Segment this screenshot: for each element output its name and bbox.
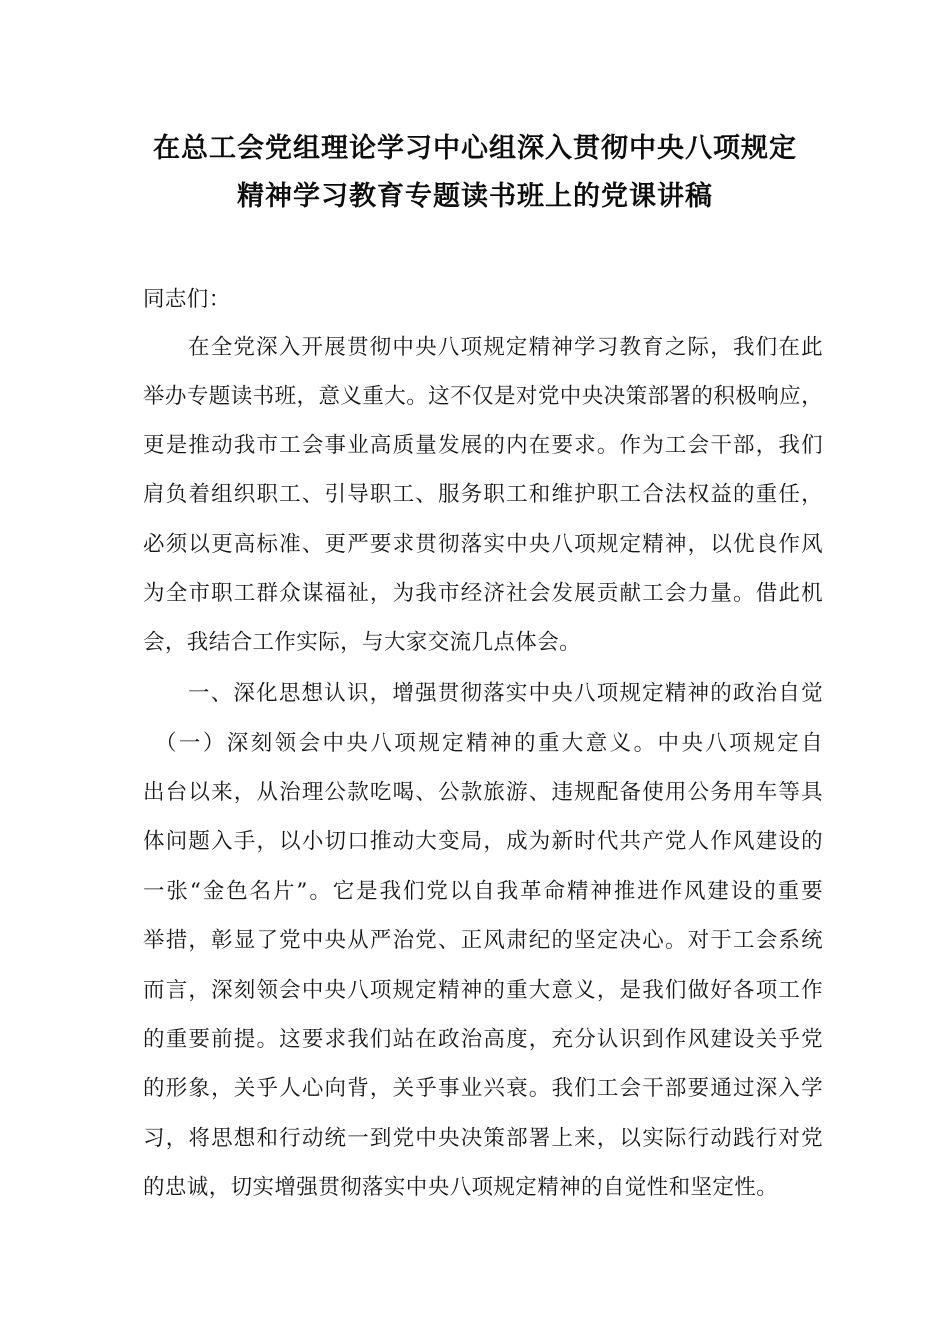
paragraph-1-line: 会，我结合工作实际，与大家交流几点体会。 — [143, 630, 582, 655]
paragraph-2-line: 的忠诚，切实增强贯彻落实中央八项规定精神的自觉性和坚定性。 — [143, 1175, 779, 1200]
paragraph-2-line: 举措，彰显了党中央从严治党、正风肃纪的坚定决心。对于工会系统 — [143, 928, 823, 953]
paragraph-2-line: 体问题入手，以小切口推动大变局，成为新时代共产党人作风建设的 — [143, 829, 823, 854]
section-heading-1: 一、深化思想认识，增强贯彻落实中央八项规定精神的政治自觉 — [188, 681, 823, 706]
paragraph-1-line: 举办专题读书班，意义重大。这不仅是对党中央决策部署的积极响应， — [143, 384, 823, 409]
salutation: 同志们： — [143, 287, 231, 312]
paragraph-1-line: 更是推动我市工会事业高质量发展的内在要求。作为工会干部，我们 — [143, 433, 823, 458]
paragraph-2-line: 习，将思想和行动统一到党中央决策部署上来，以实际行动践行对党 — [143, 1126, 823, 1151]
paragraph-1-line: 在全党深入开展贯彻中央八项规定精神学习教育之际，我们在此 — [188, 335, 823, 360]
paragraph-2-line: 的形象，关乎人心向背，关乎事业兴衰。我们工会干部要通过深入学 — [143, 1076, 823, 1101]
paragraph-1-line: 必须以更高标准、更严要求贯彻落实中央八项规定精神，以优良作风 — [143, 532, 823, 557]
paragraph-2-line: 而言，深刻领会中央八项规定精神的重大意义，是我们做好各项工作 — [143, 978, 823, 1003]
paragraph-2-line: （一）深刻领会中央八项规定精神的重大意义。中央八项规定自 — [155, 731, 823, 756]
paragraph-1-line: 为全市职工群众谋福祉，为我市经济社会发展贡献工会力量。借此机 — [143, 581, 823, 606]
paragraph-2-line: 出台以来，从治理公款吃喝、公款旅游、违规配备使用公务用车等具 — [143, 780, 823, 805]
document-title-line-1: 在总工会党组理论学习中心组深入贯彻中央八项规定 — [153, 133, 797, 164]
paragraph-2-line: 的重要前提。这要求我们站在政治高度，充分认识到作风建设关乎党 — [143, 1027, 823, 1052]
paragraph-2-line: 一张“金色名片”。它是我们党以自我革命精神推进作风建设的重要 — [143, 879, 823, 904]
paragraph-1-line: 肩负着组织职工、引导职工、服务职工和维护职工合法权益的重任， — [143, 482, 823, 507]
document-title-line-2: 精神学习教育专题读书班上的党课讲稿 — [237, 181, 713, 212]
